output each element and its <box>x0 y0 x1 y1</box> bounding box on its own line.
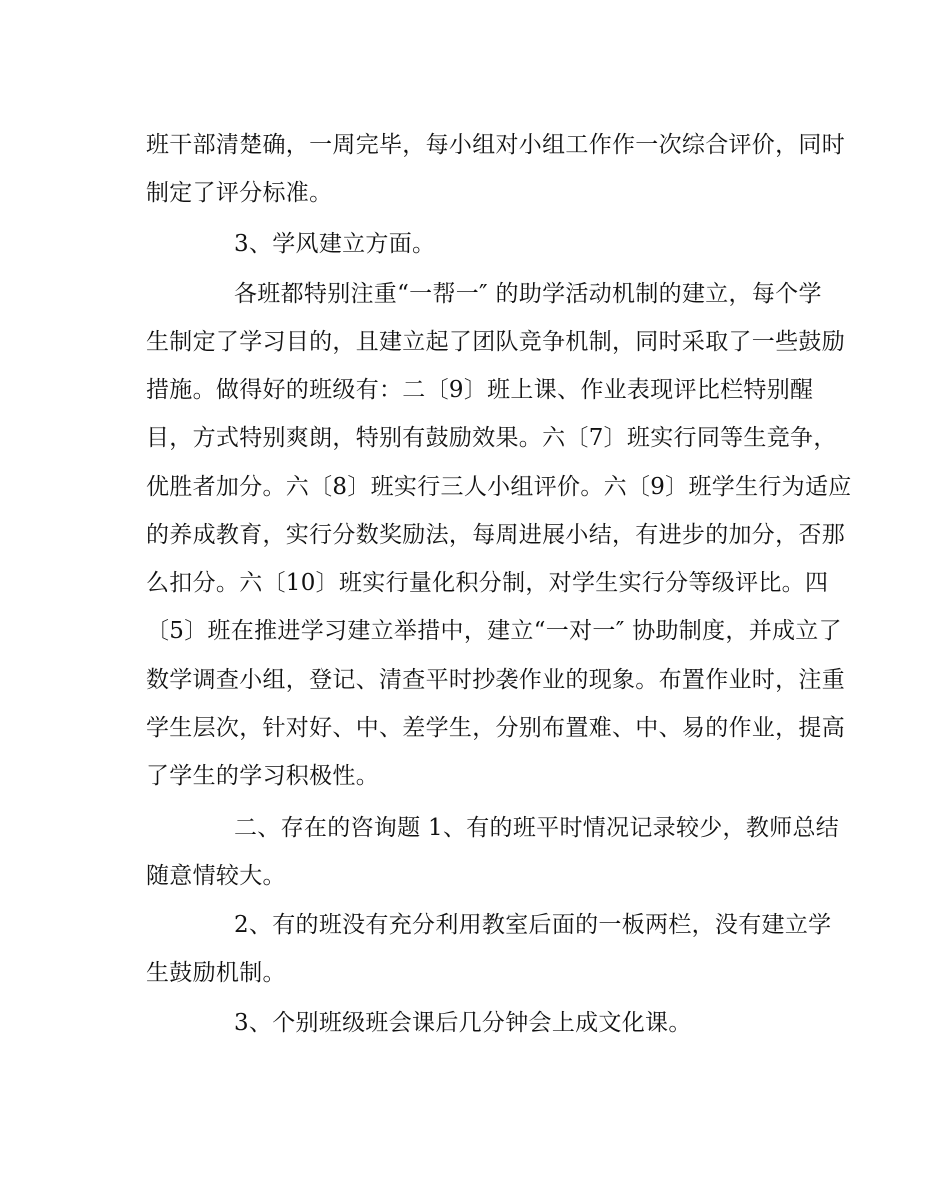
list-item: 2、有的班没有充分利用教室后面的一板两栏，没有建立学 <box>234 912 832 938</box>
text-line: 优胜者加分。六〔8〕班实行三人小组评价。六〔9〕班学生行为适应 <box>146 474 852 500</box>
text-line: 生鼓励机制。 <box>146 960 286 986</box>
text-line: 班干部清楚确，一周完毕，每小组对小组工作作一次综合评价，同时 <box>146 132 845 158</box>
text-line: 学生层次，针对好、中、差学生，分别布置难、中、易的作业，提高 <box>146 715 845 741</box>
section-heading: 3、学风建立方面。 <box>234 231 436 257</box>
text-line: 目，方式特别爽朗，特别有鼓励效果。六〔7〕班实行同等生竞争， <box>146 425 837 451</box>
text-line: 数学调查小组，登记、清查平时抄袭作业的现象。布置作业时，注重 <box>146 667 845 693</box>
section-heading: 二、存在的咨询题 1、有的班平时情况记录较少，教师总结 <box>234 815 840 841</box>
text-line: 随意情较大。 <box>146 863 286 889</box>
text-line: 措施。做得好的班级有：二〔9〕班上课、作业表现评比栏特别醒 <box>146 377 814 403</box>
text-line: 么扣分。六〔10〕班实行量化积分制，对学生实行分等级评比。四 <box>146 570 829 596</box>
list-item: 3、个别班级班会课后几分钟会上成文化课。 <box>234 1010 692 1036</box>
text-line: 的养成教育，实行分数奖励法，每周进展小结，有进步的加分，否那 <box>146 522 845 548</box>
text-line: 了学生的学习积极性。 <box>146 763 379 789</box>
text-line: 制定了评分标准。 <box>146 180 333 206</box>
paragraph-start: 各班都特别注重“一帮一″ 的助学活动机制的建立，每个学 <box>234 281 822 307</box>
text-line: 生制定了学习目的，且建立起了团队竞争机制，同时采取了一些鼓励 <box>146 329 845 355</box>
text-line: 〔5〕班在推进学习建立举措中，建立“一对一″ 协助制度，并成立了 <box>146 618 842 644</box>
